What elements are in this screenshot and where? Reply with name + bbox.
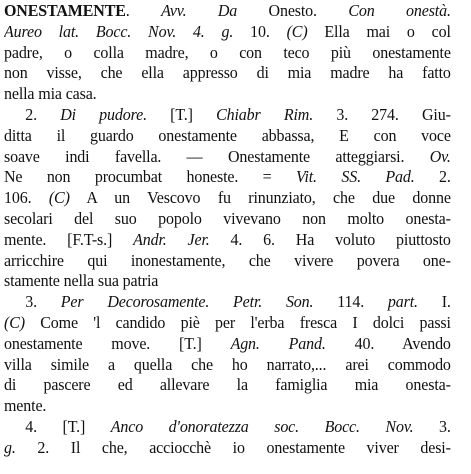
text-segment: 40. Avendo bbox=[325, 333, 451, 353]
text-segment: 3. bbox=[413, 416, 451, 436]
text-segment: Onesto bbox=[268, 1, 314, 20]
text-segment: mente. [F.T-s.] bbox=[4, 229, 134, 249]
text-segment: [T.] bbox=[146, 104, 217, 124]
text-line bbox=[4, 375, 451, 396]
text-segment: Come 'l candido piè per l'erba fresca I dolci passi bbox=[24, 312, 451, 332]
text-line bbox=[4, 167, 451, 188]
italic-text: Andr. Jer. bbox=[133, 229, 210, 249]
text-line bbox=[4, 1, 451, 22]
text-segment: . bbox=[125, 1, 162, 20]
text-segment: soave indi favella. — Onestamente atteggiarsi. bbox=[4, 146, 430, 166]
text-line bbox=[4, 396, 451, 417]
text-segment: 3. bbox=[25, 292, 61, 312]
text-line bbox=[4, 126, 451, 147]
text-segment: non visse, che ella appresso di mia madre ha fatto bbox=[4, 63, 451, 83]
text-segment: padre, o colla madre, o con teco più onestamente bbox=[4, 42, 451, 62]
text-segment: di pascere ed allevare la famiglia mia onesta- bbox=[4, 375, 451, 395]
text-line bbox=[4, 22, 451, 43]
text-line bbox=[4, 230, 451, 251]
text-line bbox=[4, 188, 451, 209]
dictionary-entry-onestamente bbox=[4, 1, 467, 459]
text-segment: stamente nella sua patria bbox=[4, 271, 159, 291]
text-segment: mente. bbox=[4, 396, 47, 416]
text-line bbox=[4, 84, 451, 105]
text-segment: 2. bbox=[25, 104, 61, 124]
italic-text: Vit. SS. Pad. bbox=[296, 167, 415, 187]
italic-text: Anco d'onoratezza soc. Bocc. Nov. bbox=[110, 416, 414, 436]
headword: ONESTAMENTE bbox=[4, 1, 126, 20]
text-line bbox=[4, 271, 451, 292]
italic-text: Per Decorosamente. Petr. Son. bbox=[60, 292, 314, 312]
text-segment: secolari del suo popolo vivevano non molto onesta- bbox=[4, 208, 451, 228]
text-line bbox=[4, 147, 451, 168]
italic-text: part. bbox=[387, 292, 418, 312]
text-line bbox=[4, 63, 451, 84]
text-segment: villa simile a quella che ho narrato,... arei commodo bbox=[4, 354, 451, 374]
text-segment: 4. 6. Ha voluto piuttosto bbox=[209, 229, 451, 249]
text-segment: 2. Il che, acciocchè io onestamente viver desi- bbox=[15, 437, 451, 457]
italic-text: Con onestà. bbox=[348, 1, 451, 20]
text-segment: I. bbox=[417, 292, 451, 312]
text-line bbox=[4, 43, 451, 64]
italic-text: g. bbox=[4, 437, 16, 457]
text-segment: arricchire qui inonestamente, che vivere povera one- bbox=[4, 250, 451, 270]
italic-text: Di pudore. bbox=[60, 104, 147, 124]
text-segment: 114. bbox=[313, 292, 388, 312]
text-line bbox=[4, 417, 451, 438]
text-line bbox=[4, 355, 451, 376]
italic-text: Chiabr Rim. bbox=[216, 104, 314, 124]
text-segment: 2. bbox=[414, 167, 451, 187]
italic-text: Avv. Da bbox=[161, 1, 269, 20]
text-line bbox=[4, 334, 451, 355]
text-line bbox=[4, 292, 451, 313]
text-segment: Ne non procumbat honeste. = bbox=[4, 167, 297, 187]
text-segment: ditta il guardo onestamente abbassa, E con voce bbox=[4, 125, 451, 145]
text-segment: A un Vescovo fu rinunziato, che due donne bbox=[69, 188, 451, 208]
text-segment: . bbox=[313, 1, 349, 20]
text-line bbox=[4, 313, 451, 334]
text-segment: onestamente move. [T.] bbox=[4, 333, 231, 353]
italic-text: (C) bbox=[48, 188, 70, 208]
text-segment: 106. bbox=[4, 188, 49, 208]
text-segment: 10. bbox=[233, 21, 287, 41]
italic-text: Ov. bbox=[429, 146, 451, 166]
text-segment: nella mia casa. bbox=[4, 84, 97, 104]
text-line bbox=[4, 105, 451, 126]
text-segment: 4. [T.] bbox=[25, 416, 111, 436]
italic-text: Agn. Pand. bbox=[230, 333, 326, 353]
italic-text: (C) bbox=[4, 312, 25, 332]
text-line bbox=[4, 209, 451, 230]
text-segment: 3. 274. Giu- bbox=[313, 104, 451, 124]
text-line bbox=[4, 251, 451, 272]
text-segment: Ella mai o col bbox=[307, 21, 451, 41]
italic-text: (C) bbox=[286, 21, 308, 41]
italic-text: Aureo lat. Bocc. Nov. 4. g. bbox=[4, 21, 234, 41]
text-line bbox=[4, 438, 451, 459]
